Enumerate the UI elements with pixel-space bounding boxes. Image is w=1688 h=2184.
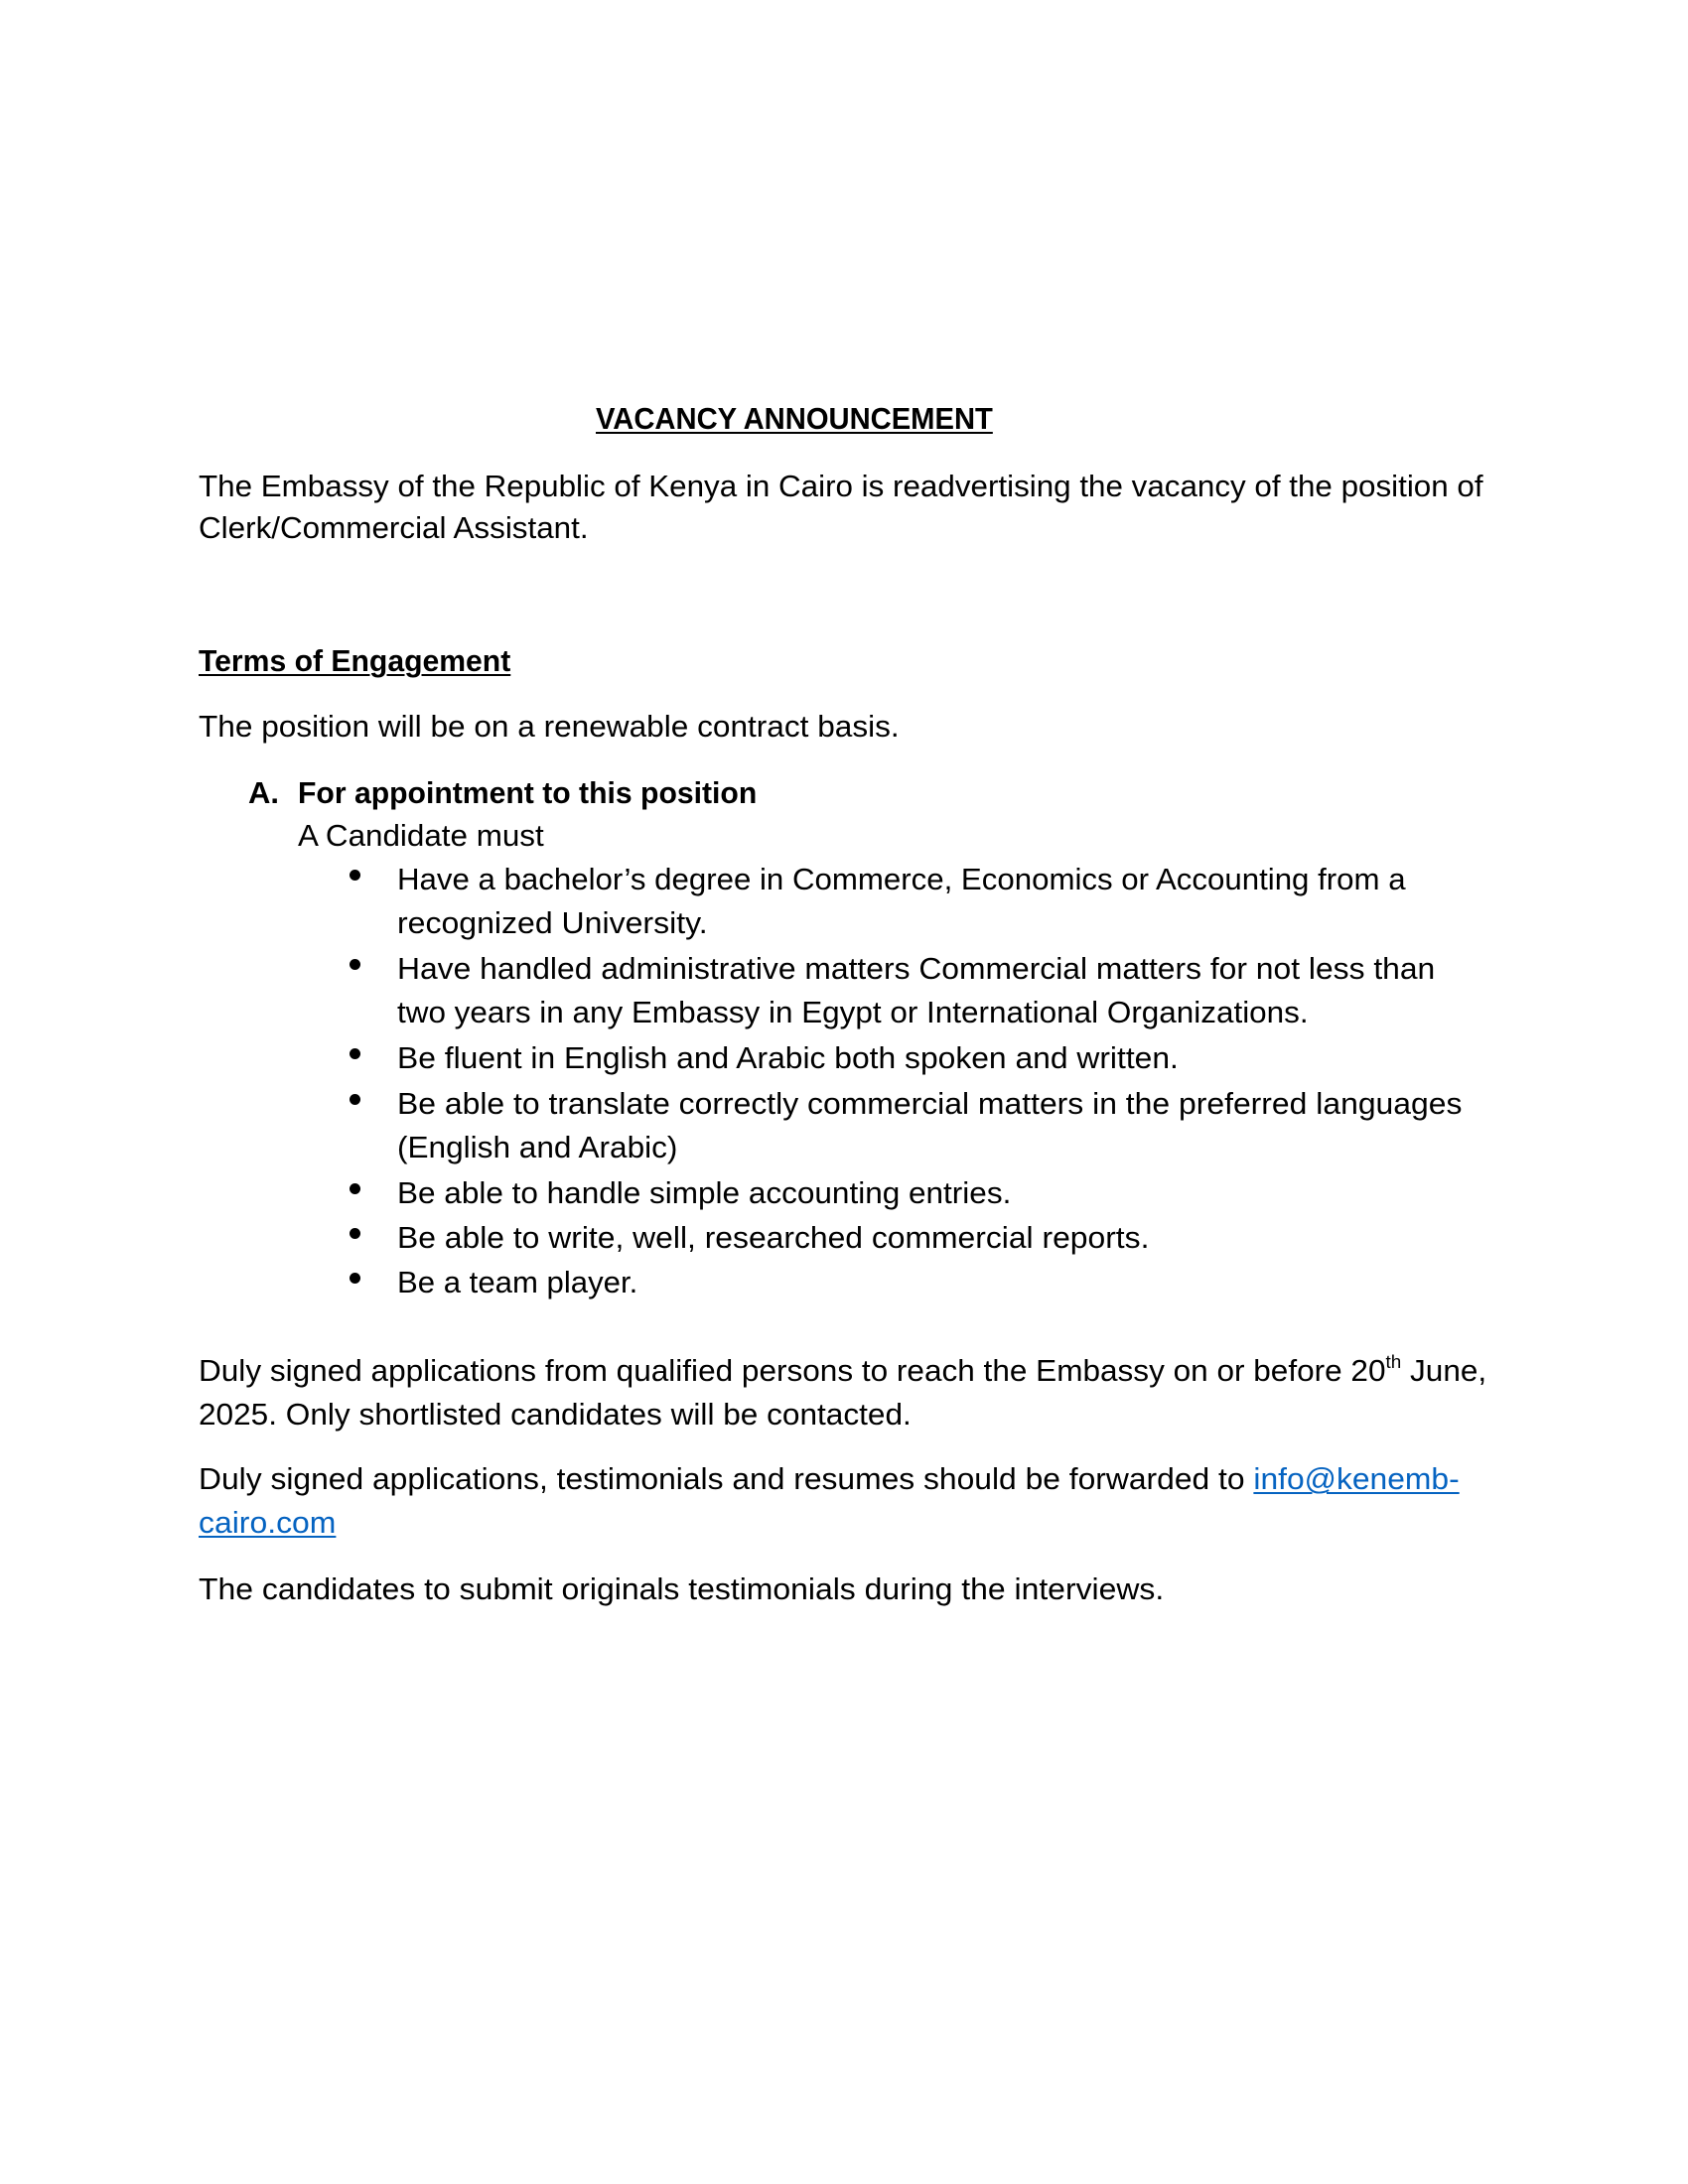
list-item-line: Be a team player.: [397, 1265, 638, 1299]
submission-line-2: [199, 1507, 336, 1538]
list-item-line: Have handled administrative matters Commercial matters for not less than: [397, 951, 1436, 986]
bullet-icon: [350, 1048, 360, 1059]
deadline-ordinal-suffix: th: [1385, 1350, 1402, 1372]
bullet-icon: [350, 1228, 360, 1239]
deadline-month: June,: [1401, 1353, 1487, 1388]
list-item-line: Have a bachelor’s degree in Commerce, Economics or Accounting from a: [397, 862, 1406, 896]
bullet-icon: [350, 1094, 360, 1105]
list-item-line: two years in any Embassy in Egypt or International Organizations.: [397, 995, 1309, 1029]
list-item-line: Be fluent in English and Arabic both spoken and written.: [397, 1040, 1179, 1075]
section-a-marker: A.: [248, 775, 279, 810]
bullet-icon: [350, 959, 360, 970]
list-item-line: Be able to translate correctly commercial matters in the preferred languages: [397, 1086, 1463, 1121]
submission-line-1: [199, 1463, 1460, 1494]
terms-heading: Terms of Engagement: [199, 643, 511, 678]
bullet-icon: [350, 870, 360, 881]
deadline-line-1: [199, 1350, 1487, 1388]
list-item-line: Be able to write, well, researched commercial reports.: [397, 1220, 1150, 1255]
section-a-subheading: A Candidate must: [298, 818, 544, 853]
section-a-heading: For appointment to this position: [298, 775, 758, 810]
deadline-text: Duly signed applications from qualified persons to reach the Embassy on or before 20: [199, 1353, 1386, 1388]
email-link-continuation[interactable]: cairo.com: [199, 1505, 337, 1540]
page-title: VACANCY ANNOUNCEMENT: [596, 401, 993, 436]
email-link[interactable]: info@kenemb-: [1253, 1461, 1460, 1496]
intro-line-1: The Embassy of the Republic of Kenya in Cairo is readvertising the vacancy of the position of: [199, 469, 1483, 503]
list-item-line: (English and Arabic): [397, 1130, 678, 1164]
terms-text: The position will be on a renewable contract basis.: [199, 709, 900, 744]
bullet-icon: [350, 1183, 360, 1194]
deadline-line-2: 2025. Only shortlisted candidates will be contacted.: [199, 1397, 912, 1432]
list-item-line: recognized University.: [397, 905, 708, 940]
intro-line-2: Clerk/Commercial Assistant.: [199, 510, 589, 545]
bullet-icon: [350, 1273, 360, 1284]
list-item-line: Be able to handle simple accounting entries.: [397, 1175, 1012, 1210]
closing-text: The candidates to submit originals testimonials during the interviews.: [199, 1571, 1165, 1606]
submission-text: Duly signed applications, testimonials and resumes should be forwarded to: [199, 1461, 1254, 1496]
